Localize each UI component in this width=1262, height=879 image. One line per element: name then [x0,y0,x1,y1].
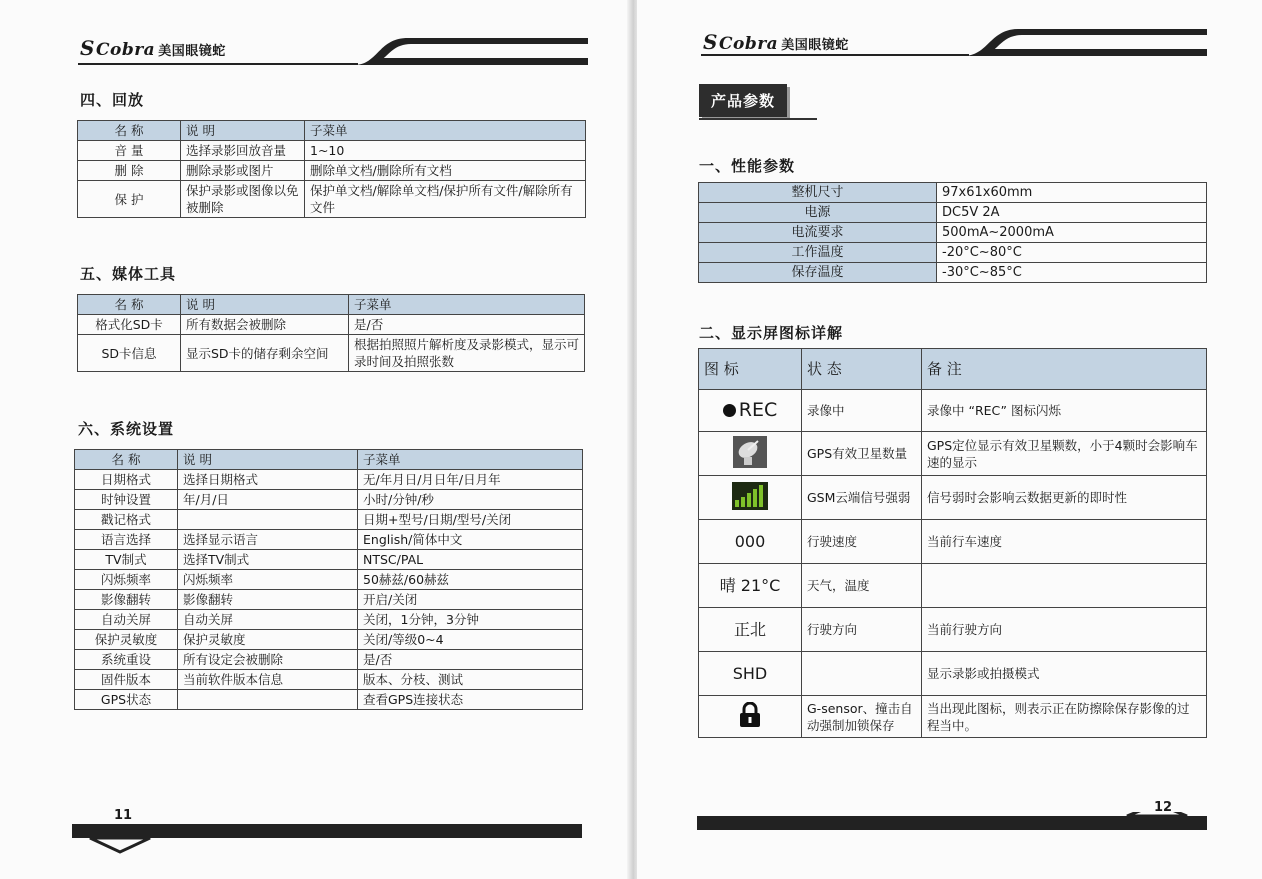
header-desc: 说 明 [181,121,305,141]
section-playback-title: 四、回放 [80,91,145,109]
heading-underline [699,118,817,120]
cobra-s-icon: S [703,30,718,54]
brand-logo: SCobra 美国眼镜蛇 [703,30,849,54]
section-icons-title: 二、显示屏图标详解 [699,324,844,342]
table-row: 000 行驶速度 当前行车速度 [699,520,1207,564]
signal-bars-icon [732,482,768,510]
table-row: 自动关屏 自动关屏 关闭，1分钟，3分钟 [75,610,583,630]
product-params-heading: 产品参数 [699,84,787,117]
table-row: 戳记格式 日期+型号/日期/型号/关闭 [75,510,583,530]
header-name: 名 称 [78,121,181,141]
page-number: 12 [1154,800,1173,815]
rec-indicator: REC [699,390,802,432]
playback-table [77,120,586,218]
table-row: 电源 DC5V 2A [699,203,1207,223]
table-row: 日期格式 选择日期格式 无/年月日/月日年/日月年 [75,470,583,490]
section-system-title: 六、系统设置 [78,420,175,438]
table-row: 闪烁频率 闪烁频率 50赫兹/60赫兹 [75,570,583,590]
cobra-s-icon: S [80,36,95,60]
table-row: 保 护 保护录影或图像以免被删除 保护单文档/解除单文档/保护所有文件/解除所有文件 [78,181,586,218]
table-row: GPS状态 查看GPS连接状态 [75,690,583,710]
table-row: 晴 21°C 天气，温度 [699,564,1207,608]
right-page [637,0,1262,879]
table-row: 影像翻转 影像翻转 开启/关闭 [75,590,583,610]
table-row: 保存温度 -30°C~85°C [699,263,1207,283]
table-row: 正北 行驶方向 当前行驶方向 [699,608,1207,652]
table-row: TV制式 选择TV制式 NTSC/PAL [75,550,583,570]
table-row: SD卡信息 显示SD卡的储存剩余空间 根据拍照照片解析度及录影模式，显示可录时间及拍照张数 [78,335,585,372]
icons-table: 图 标 状 态 备 注 REC 录像中 录像中 “REC” 图标闪烁 GPS有效卫星数量 GPS定位显示有效卫星颗数，小于4颗时会影响车速的显示 GSM云端信号强弱 信号弱时会影响云数据更新的即时性 000 行驶速度 当前行车速度 晴 21°C 天气，温度 正北 行驶方向 当前行驶方向 SHD 显示录影或拍摄模式 G-sensor、撞击自动强制加锁保存 当出现此图标，则表示正在防擦除保存影像的过程当中。 [698,348,1207,738]
footer-bar [72,822,584,854]
brand-logo: SCobra 美国眼镜蛇 [80,36,226,60]
table-row: 删 除 删除录影或图片 删除单文档/删除所有文档 [78,161,586,181]
table-row: 音 量 选择录影回放音量 1~10 [78,141,586,161]
table-row: GSM云端信号强弱 信号弱时会影响云数据更新的即时性 [699,476,1207,520]
page-number: 11 [114,808,133,823]
rec-dot-icon [723,404,736,417]
table-row: 电流要求 500mA~2000mA [699,223,1207,243]
satellite-icon [732,435,768,469]
lock-icon [739,702,761,728]
section-performance-title: 一、性能参数 [699,157,796,175]
table-row: 时钟设置 年/月/日 小时/分钟/秒 [75,490,583,510]
spec-table [698,182,1207,283]
table-row: G-sensor、撞击自动强制加锁保存 当出现此图标，则表示正在防擦除保存影像的过程当中。 [699,696,1207,738]
header-submenu: 子菜单 [305,121,586,141]
section-media-title: 五、媒体工具 [80,265,177,283]
media-table: 名 称 说 明 子菜单 格式化SD卡 所有数据会被删除 是/否 SD卡信息 显示SD卡的储存剩余空间 根据拍照照片解析度及录影模式，显示可录时间及拍照张数 [77,294,585,372]
system-table: 名 称 说 明 子菜单 日期格式 选择日期格式 无/年月日/月日年/日月年 时钟设置 年/月/日 小时/分钟/秒 戳记格式 日期+型号/日期/型号/关闭 语言选择 选择显示语言 English/简体中文 TV制式 选择TV制式 NTSC/PAL 闪烁频率 闪烁频率 50赫兹/60赫兹 影像翻转 影像翻转 开启/关闭 自动关屏 自动关屏 关闭，1分钟，3分钟 保护灵敏度 保护灵敏度 关闭/等级0~4 系统重设 所有设定会被删除 是/否 固件版本 当前软件版本信息 版本、分枝、测试 GPS状态 查看GPS连接状态 [74,449,583,710]
table-row: REC 录像中 录像中 “REC” 图标闪烁 [699,390,1207,432]
table-row: 格式化SD卡 所有数据会被删除 是/否 [78,315,585,335]
table-row: 系统重设 所有设定会被删除 是/否 [75,650,583,670]
header-swoosh [701,26,1209,60]
table-row: 固件版本 当前软件版本信息 版本、分枝、测试 [75,670,583,690]
table-row: 语言选择 选择显示语言 English/简体中文 [75,530,583,550]
header-swoosh [78,34,590,68]
footer-bar [697,812,1209,844]
table-row: SHD 显示录影或拍摄模式 [699,652,1207,696]
table-row: 工作温度 -20°C~80°C [699,243,1207,263]
table-row: 整机尺寸 97x61x60mm [699,183,1207,203]
table-row: 保护灵敏度 保护灵敏度 关闭/等级0~4 [75,630,583,650]
table-row: GPS有效卫星数量 GPS定位显示有效卫星颗数，小于4颗时会影响车速的显示 [699,432,1207,476]
